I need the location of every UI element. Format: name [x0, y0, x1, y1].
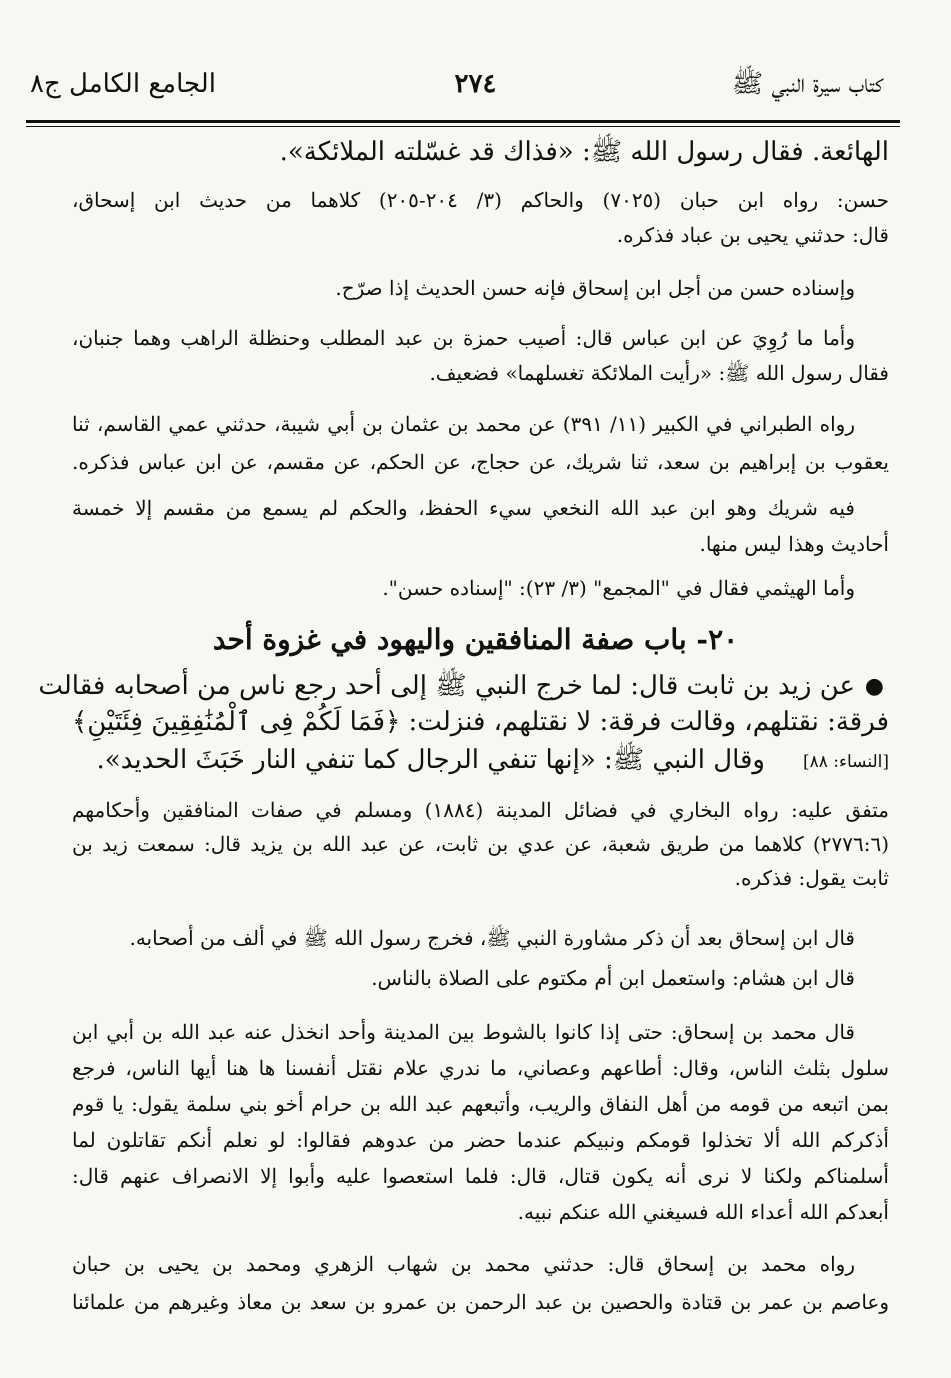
takhrij-line: وأما الهيثمي فقال في "المجمع" (٣/ ٢٣): "إسناده حسن". [382, 576, 855, 600]
chapter-heading: ٢٠- باب صفة المنافقين واليهود في غزوة أحد [212, 623, 739, 656]
hadith-line: فرقة: نقتلهم، وقالت فرقة: لا نقتلهم، فنزلت: ﴿فَمَا لَكُمْ فِى ٱلْمُنَٰفِقِينَ فِئَتَيْنِ﴾ [71, 707, 889, 737]
text-line: وعاصم بن عمر بن قتادة والحصين بن عبد الرحمن بن عمرو بن سعد بن معاذ وغيرهم من علمائنا [72, 1290, 889, 1314]
takhrij-line: فقال رسول الله ﷺ: «رأيت الملائكة تغسلهما» فضعيف. [429, 361, 889, 385]
takhrij-line: يعقوب بن إبراهيم بن سعد، ثنا شريك، عن حجاج، عن الحكم، عن مقسم، عن ابن عباس فذكره. [72, 450, 889, 474]
running-header-book-title: كتاب سيرة النبي ﷺ [731, 69, 883, 99]
text-line: قال ابن إسحاق بعد أن ذكر مشاورة النبي ﷺ، فخرج رسول الله ﷺ في ألف من أصحابه. [129, 926, 855, 950]
text-line: قال ابن هشام: واستعمل ابن أم مكتوم على الصلاة بالناس. [371, 966, 855, 990]
hadith-line: عن زيد بن ثابت قال: لما خرج النبي ﷺ إلى أحد رجع ناس من أصحابه فقالت [38, 671, 855, 701]
quran-reference: [النساء: ٨٨] [802, 752, 889, 772]
header-rule-thick [26, 120, 900, 123]
takhrij-line: فيه شريك وهو ابن عبد الله النخعي سيء الحفظ، والحكم لم يسمع من مقسم إلا خمسة [72, 496, 855, 520]
text-line: أذكركم الله ألا تخذلوا قومكم ونبيكم عندما حضر من عدوهم فقالوا: لو نعلم أنكم تقاتلون لما [72, 1128, 889, 1152]
takhrij-line: ثابت يقول: فذكره. [734, 866, 889, 890]
bullet-marker: ● [864, 674, 884, 699]
text-line: أبعدكم الله أعداء الله فسيغني الله عنكم نبيه. [517, 1200, 889, 1224]
takhrij-line: رواه الطبراني في الكبير (١١/ ٣٩١) عن محمد بن عثمان بن أبي شيبة، حدثني عمي القاسم، ثنا [72, 412, 855, 436]
takhrij-line: (٢٧٧٦:٦) كلاهما من طريق شعبة، عن عدي بن ثابت، عن عبد الله بن يزيد قال: سمعت زيد بن [72, 832, 889, 856]
text-line: أسلمناكم ولكنا لا نرى أنه يكون قتال، قال: فلما استعصوا عليه وأبوا إلا الانصراف عنهم قال: [72, 1164, 889, 1188]
text-line: قال محمد بن إسحاق: حتى إذا كانوا بالشوط بين المدينة وأحد انخذل عنه عبد الله بن أبي ابن [72, 1020, 855, 1044]
text-line: رواه محمد بن إسحاق قال: حدثني محمد بن شهاب الزهري ومحمد بن يحيى بن حبان [72, 1252, 855, 1276]
header-rule-thin [26, 126, 900, 127]
takhrij-line: حسن: رواه ابن حبان (٧٠٢٥) والحاكم (٣/ ٢٠٤-٢٠٥) كلاهما من حديث ابن إسحاق، [72, 188, 890, 212]
takhrij-line: متفق عليه: رواه البخاري في فضائل المدينة (١٨٨٤) ومسلم في صفات المنافقين وأحكامهم [72, 798, 889, 822]
takhrij-line: وإسناده حسن من أجل ابن إسحاق فإنه حسن الحديث إذا صرّح. [335, 276, 855, 300]
takhrij-line: أحاديث وهذا ليس منها. [699, 532, 889, 556]
text-line: الهائعة. فقال رسول الله ﷺ: «فذاك قد غسّلته الملائكة». [279, 137, 889, 167]
takhrij-line: قال: حدثني يحيى بن عباد فذكره. [616, 223, 889, 247]
text-line: بمن اتبعه من قومه من أهل النفاق والريب، وأتبعهم عبد الله بن حرام أخو بني سلمة يقول: يا قوم [72, 1092, 889, 1116]
hadith-line: وقال النبي ﷺ: «إنها تنفي الرجال كما تنفي النار خَبَثَ الحديد». [96, 745, 765, 775]
takhrij-line: وأما ما رُوِيَ عن ابن عباس قال: أصيب حمزة بن عبد المطلب وحنظلة الراهب وهما جنبان، [72, 326, 855, 350]
page-number: ٢٧٤ [454, 69, 497, 99]
running-header-volume: الجامع الكامل ج٨ [30, 69, 216, 99]
text-line: سلول بثلث الناس، وقال: أطاعهم وعصاني، ما ندري علام نقتل أنفسنا ها هنا أيها الناس، فرجع [72, 1056, 889, 1080]
